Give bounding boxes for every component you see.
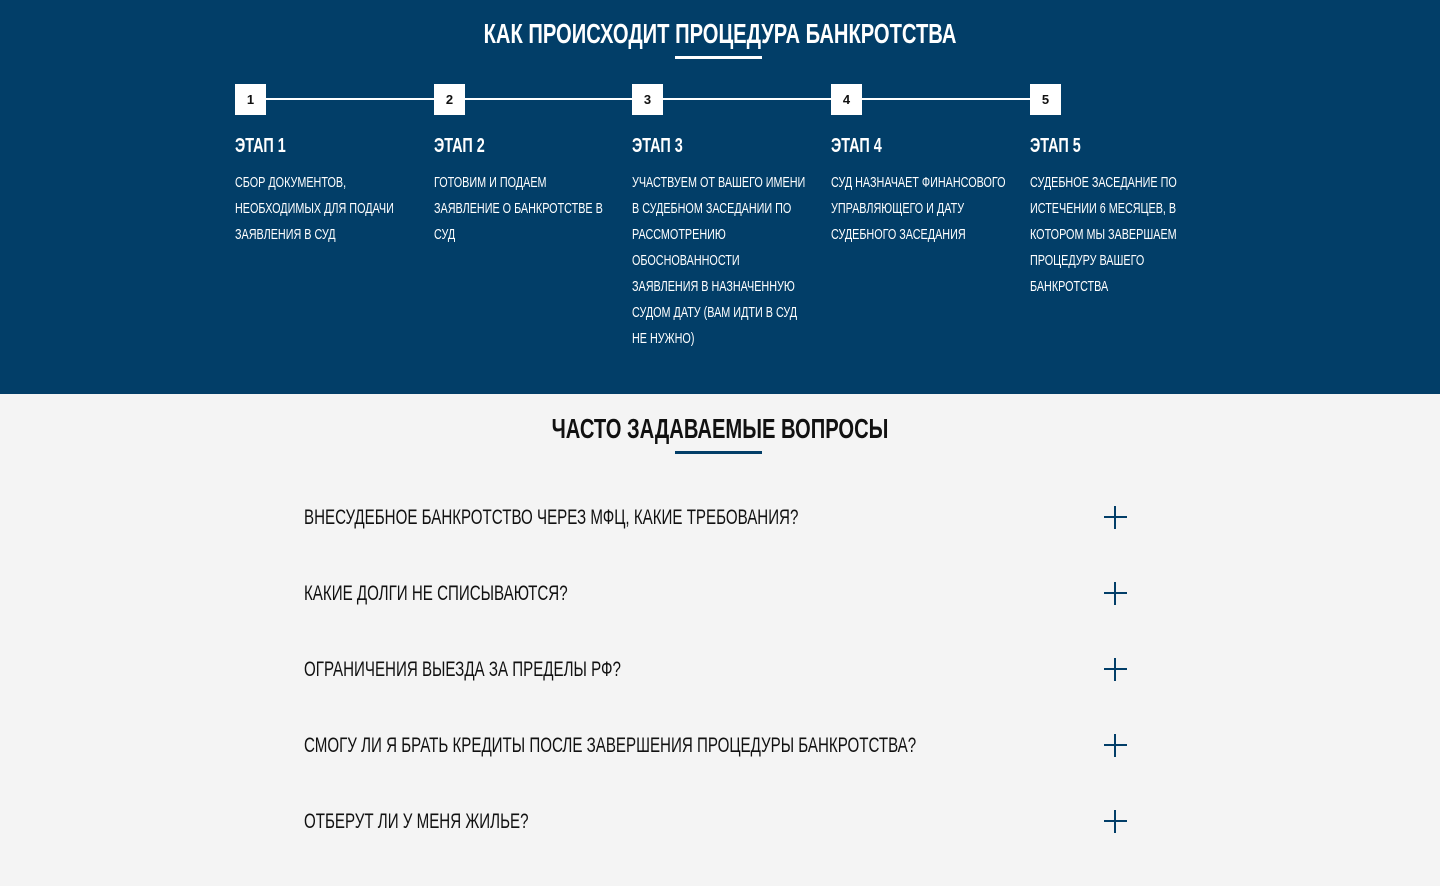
step-title: ЭТАП 4 — [831, 135, 882, 157]
faq-question: КАКИЕ ДОЛГИ НЕ СПИСЫВАЮТСЯ? — [304, 582, 568, 605]
step-number-badge: 4 — [831, 84, 862, 115]
step-description: УЧАСТВУЕМ ОТ ВАШЕГО ИМЕНИ В СУДЕБНОМ ЗАСЕДАНИИ ПО РАССМОТРЕНИЮ ОБОСНОВАННОСТИ ЗАЯВЛЕНИЯ В НАЗНАЧЕННУЮ СУДОМ ДАТУ (ВАМ ИДТИ В СУД НЕ НУЖНО) — [632, 174, 806, 347]
faq-item-5[interactable] — [304, 802, 1136, 842]
faq-question: ВНЕСУДЕБНОЕ БАНКРОТСТВО ЧЕРЕЗ МФЦ, КАКИЕ ТРЕБОВАНИЯ? — [304, 506, 799, 529]
plus-icon[interactable] — [1104, 810, 1127, 833]
faq-title-underline — [675, 451, 762, 454]
procedure-title-underline — [675, 56, 762, 59]
faq-item-2[interactable] — [304, 574, 1136, 614]
faq-item-1[interactable] — [304, 498, 1136, 538]
plus-icon[interactable] — [1104, 506, 1127, 529]
faq-title: ЧАСТО ЗАДАВАЕМЫЕ ВОПРОСЫ — [551, 413, 889, 444]
faq-item-3[interactable] — [304, 650, 1136, 690]
plus-icon[interactable] — [1104, 734, 1127, 757]
step-description: СБОР ДОКУМЕНТОВ, НЕОБХОДИМЫХ ДЛЯ ПОДАЧИ ЗАЯВЛЕНИЯ В СУД — [235, 174, 394, 243]
procedure-title: КАК ПРОИСХОДИТ ПРОЦЕДУРА БАНКРОТСТВА — [483, 18, 957, 49]
plus-icon[interactable] — [1104, 582, 1127, 605]
faq-item-4[interactable] — [304, 726, 1136, 766]
step-number-badge: 2 — [434, 84, 465, 115]
step-number-badge: 3 — [632, 84, 663, 115]
step-title: ЭТАП 2 — [434, 135, 485, 157]
faq-question: СМОГУ ЛИ Я БРАТЬ КРЕДИТЫ ПОСЛЕ ЗАВЕРШЕНИЯ ПРОЦЕДУРЫ БАНКРОТСТВА? — [304, 734, 917, 757]
plus-icon[interactable] — [1104, 658, 1127, 681]
step-number-badge: 1 — [235, 84, 266, 115]
procedure-section — [0, 0, 1440, 394]
step-description: СУД НАЗНАЧАЕТ ФИНАНСОВОГО УПРАВЛЯЮЩЕГО И ДАТУ СУДЕБНОГО ЗАСЕДАНИЯ — [831, 174, 1006, 243]
step-description: ГОТОВИМ И ПОДАЕМ ЗАЯВЛЕНИЕ О БАНКРОТСТВЕ В СУД — [434, 174, 603, 243]
step-title: ЭТАП 3 — [632, 135, 683, 157]
step-title: ЭТАП 5 — [1030, 135, 1081, 157]
step-number-badge: 5 — [1030, 84, 1061, 115]
faq-question: ОТБЕРУТ ЛИ У МЕНЯ ЖИЛЬЕ? — [304, 810, 529, 833]
step-description: СУДЕБНОЕ ЗАСЕДАНИЕ ПО ИСТЕЧЕНИИ 6 МЕСЯЦЕВ, В КОТОРОМ МЫ ЗАВЕРШАЕМ ПРОЦЕДУРУ ВАШЕГО БАНКРОТСТВА — [1030, 174, 1177, 295]
step-title: ЭТАП 1 — [235, 135, 286, 157]
faq-question: ОГРАНИЧЕНИЯ ВЫЕЗДА ЗА ПРЕДЕЛЫ РФ? — [304, 658, 621, 681]
